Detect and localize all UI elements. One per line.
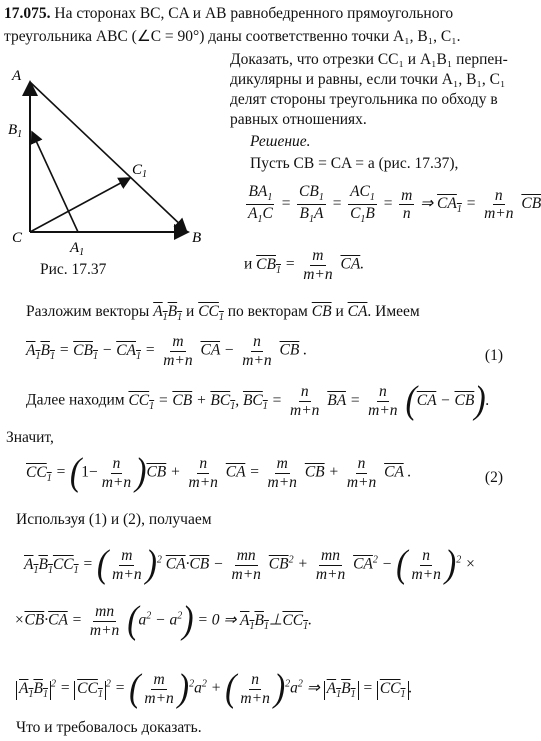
statement-line-4: равных отношениях. (230, 111, 367, 128)
label-A: A (12, 68, 22, 84)
problem-header-line2: треугольника ABC (∠C = 90°) даны соответственно точки A₁, B₁, C₁. (4, 28, 461, 45)
figure-caption: Рис. 17.37 (40, 261, 107, 278)
dot-product-line-1: $A_1B_1CC_1$ = ( $\frac{m}{m+n}$ )$^2$ $\overline{CA}\cdot\overline{CB}$ − $\frac{mn}{m+n}$ $\overline{CB}^2$ + $\frac{mn}{m+n}$ $\overline{CA}^2$ − ( $\frac{n}{m+n}$ )$^2$ × (24, 543, 476, 586)
equation-1: $A_1B_1 = CB_1 - CA_1$ = $\frac{m}{m+n}$ $\overline{CA}$ − $\frac{n}{m+n}$ $\overline{CB}$ . (26, 333, 308, 369)
label-B1: $B_1$ (8, 122, 23, 140)
label-C1: $C_1$ (132, 162, 148, 180)
decompose-line: Разложим векторы $A_1B_1$ и $CC_1$ по векторам $\overline{CB}$ и $\overline{CA}$. Имеем (26, 303, 420, 324)
triangle-figure (8, 60, 208, 260)
statement-line-2: дикулярны и равны, если точки A₁, B₁, C₁ (230, 71, 506, 88)
problem-header-line1 (4, 6, 453, 22)
using-line: Используя (1) и (2), получаем (16, 511, 212, 528)
problem-number: 17.075. (4, 5, 51, 22)
let-line: Пусть CB = CA = a (рис. 17.37), (250, 155, 459, 172)
label-A1: $A_1$ (70, 240, 85, 258)
conclusion: Что и требовалось доказать. (16, 719, 202, 736)
cb1-equation: и $CB_1$ = $\frac{m}{m+n}$ $\overline{CA}$. (244, 247, 365, 283)
equation-2: $CC_1 = (1-$ $\frac{n}{m+n}$ )$\overline{CB}$ + $\frac{n}{m+n}$ $\overline{CA}$ = $\frac{m}{m+n}$ $\overline{CB}$ + $\frac{n}{m+n}$ $\overline{CA}$ . (26, 451, 412, 494)
hence-label: Значит, (6, 429, 54, 446)
dot-product-line-2: $\times\overline{CB}\cdot\overline{CA}$ = $\frac{mn}{m+n}$ $(a^2 - a^2) = 0$ ⇒ $A_1B_1\perp CC_1$. (14, 599, 312, 642)
solution-title: Решение. (250, 133, 311, 150)
eq-number-2: (2) (484, 469, 503, 486)
eq-number-1: (1) (484, 347, 503, 364)
statement-line-1: Доказать, что отрезки CC₁ и A₁B₁ перпен- (230, 51, 508, 68)
ratio-equation: $\frac{BA_1}{A_1C}$ = $\frac{CB_1}{B_1A}$ = $\frac{AC_1}{C_1B}$ = $\frac{m}{n}$ ⇒ $CA_1$ = $\frac{n}{m+n}$ $\overline{CB}$ (248, 183, 541, 226)
further-line: Далее находим $CC_1 = \overline{CB} + BC_1$, $BC_1$ = $\frac{n}{m+n}$ $\overline{BA}$ = $\frac{n}{m+n}$ $(\overline{CA} - \overline{CB})$. (26, 379, 490, 422)
label-C: C (12, 230, 23, 246)
statement-line-3: делят стороны треугольника по обходу в (230, 91, 498, 108)
vector-A1B1 (32, 132, 78, 232)
vector-AB (30, 82, 186, 230)
vector-CC1 (30, 178, 130, 232)
magnitude-equation: $A_1B_1^2 = CC_1^2$ = ( $\frac{m}{m+n}$ )$^2a^2$ + ( $\frac{n}{m+n}$ )$^2a^2$ ⇒ $A_1B_1 = CC_1$ . (16, 672, 412, 706)
header-text-1: На сторонах BC, CA и AB равнобедренного прямоугольного (54, 5, 454, 22)
label-B: B (192, 230, 202, 246)
